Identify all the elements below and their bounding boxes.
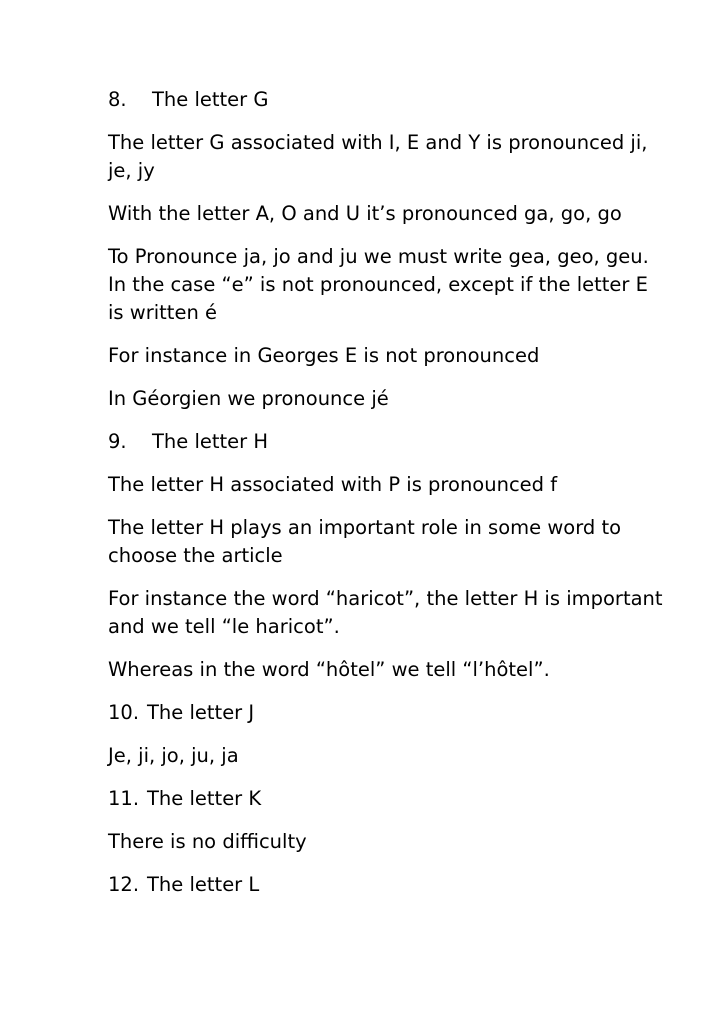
section-title: The letter J bbox=[147, 701, 255, 724]
paragraph: In Géorgien we pronounce jé bbox=[108, 387, 389, 410]
paragraph: For instance the word “haricot”, the letter H is important and we tell “le haricot”. bbox=[108, 587, 663, 638]
paragraph: For instance in Georges E is not pronounced bbox=[108, 344, 540, 367]
section-title: The letter K bbox=[147, 787, 262, 810]
section-heading-8 bbox=[108, 86, 668, 114]
paragraph: Je, ji, jo, ju, ja bbox=[108, 744, 239, 767]
section-number: 9. bbox=[108, 430, 127, 453]
section-heading-10 bbox=[108, 699, 668, 727]
section-title: The letter L bbox=[147, 873, 260, 896]
section-number: 8. bbox=[108, 88, 127, 111]
section-heading-12 bbox=[108, 871, 668, 899]
paragraph: The letter H associated with P is pronounced f bbox=[108, 473, 558, 496]
paragraph: Whereas in the word “hôtel” we tell “l’hôtel”. bbox=[108, 658, 550, 681]
paragraph: The letter G associated with I, E and Y is pronounced ji, je, jy bbox=[108, 131, 648, 182]
paragraph: The letter H plays an important role in some word to choose the article bbox=[108, 516, 622, 567]
paragraph: To Pronounce ja, jo and ju we must write gea, geo, geu. In the case “e” is not pronounced, except if the letter E is written é bbox=[108, 245, 649, 324]
section-title: The letter G bbox=[152, 88, 269, 111]
section-heading-9 bbox=[108, 428, 668, 456]
section-heading-11 bbox=[108, 785, 668, 813]
document-body bbox=[108, 86, 668, 914]
section-number: 10. bbox=[108, 701, 140, 724]
section-title: The letter H bbox=[152, 430, 269, 453]
paragraph: With the letter A, O and U it’s pronounced ga, go, go bbox=[108, 202, 622, 225]
section-number: 12. bbox=[108, 873, 140, 896]
paragraph: There is no difficulty bbox=[108, 830, 307, 853]
section-number: 11. bbox=[108, 787, 140, 810]
